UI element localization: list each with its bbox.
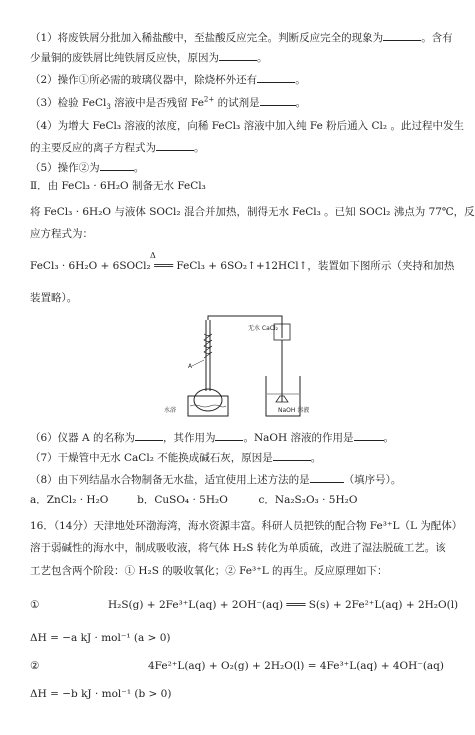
q7-line: （7）干燥管中无水 CaCl₂ 不能换成碱石灰，原因是 。 xyxy=(30,452,322,464)
intro-line-2: 应方程式为： xyxy=(30,228,93,240)
answer-blank[interactable] xyxy=(135,430,163,441)
option-a: a．ZnCl₂ · H₂O xyxy=(30,494,109,506)
reaction-1-number: ① xyxy=(30,599,40,611)
label-a: A xyxy=(188,363,193,370)
q16-line-1: 16．（14分）天津地处环渤海湾，海水资源丰富。科研人员把铁的配合物 Fe³⁺L（L 为配体） xyxy=(30,520,463,532)
reaction-equation: FeCl₃ · 6H₂O + 6SOCl₂ ═══ FeCl₃ + 6SO₂↑+12HCl↑，装置如下图所示（夹持和加热 xyxy=(30,260,455,272)
q3-line: （3）检验 FeCl$_3$ 溶液中是否残留 $Fe^{2+}$ 的试剂是 。 xyxy=(30,95,307,112)
answer-blank[interactable] xyxy=(354,430,384,441)
answer-blank[interactable] xyxy=(215,430,243,441)
answer-blank[interactable] xyxy=(219,50,257,61)
q5-line: （5）操作②为 。 xyxy=(30,162,145,174)
heat-symbol: Δ xyxy=(150,251,156,260)
answer-blank[interactable] xyxy=(273,450,311,461)
option-b: b．CuSO₄ · 5H₂O xyxy=(137,494,228,506)
q16-line-2: 溶于弱碱性的海水中，制成吸收液，将气体 H₂S 转化为单质硫，改进了湿法脱硫工艺。该 xyxy=(30,542,446,554)
q4-line: （4）为增大 FeCl₃ 溶液的浓度，向稀 FeCl₃ 溶液中加入纯 Fe 粉后通入 Cl₂ 。此过程中发生 xyxy=(30,120,464,132)
apparatus-figure xyxy=(164,316,320,420)
q8-line: （8）由下列结晶水合物制备无水盐，适宜使用上述方法的是 （填序号）。 xyxy=(30,474,402,486)
label-cacl2: 无水 CaCl₂ xyxy=(248,325,279,332)
intro-line-3: 装置略）。 xyxy=(30,292,78,304)
answer-blank[interactable] xyxy=(100,160,134,171)
flask xyxy=(194,389,222,411)
intro-line-1: 将 FeCl₃ · 6H₂O 与液体 SOCl₂ 混合并加热，制得无水 FeCl₃ 。已知 SOCl₂ 沸点为 77℃，反 xyxy=(30,206,475,218)
reaction-2-enthalpy: ΔH = −b kJ · mol⁻¹ (b > 0) xyxy=(30,688,172,700)
label-naoh: NaOH 溶液 xyxy=(278,407,310,414)
section-ii-heading: Ⅱ．由 FeCl₃ · 6H₂O 制备无水 FeCl₃ xyxy=(30,180,206,192)
q2-line: （2）操作①所必需的玻璃仪器中，除烧杯外还有 。 xyxy=(30,74,306,86)
reaction-1-enthalpy: ΔH = −a kJ · mol⁻¹ (a > 0) xyxy=(30,632,171,644)
answer-blank[interactable] xyxy=(383,30,421,41)
option-c: c．Na₂S₂O₃ · 5H₂O xyxy=(258,494,358,506)
answer-blank[interactable] xyxy=(260,95,296,106)
condenser-coil xyxy=(204,334,212,358)
answer-blank[interactable] xyxy=(156,140,194,151)
q4-line-2: 的主要反应的离子方程式为 。 xyxy=(30,142,205,154)
answer-blank[interactable] xyxy=(310,472,344,483)
q6-line: （6）仪器 A 的名称为 ，其作用为 。NaOH 溶液的作用是 。 xyxy=(30,432,395,444)
reaction-2-number: ② xyxy=(30,660,40,672)
q1-line-2: 少量铜的废铁屑比纯铁屑反应快，原因为 。 xyxy=(30,52,268,64)
reaction-1: H₂S(g) + 2Fe³⁺L(aq) + 2OH⁻(aq) ═══ S(s) + 2Fe²⁺L(aq) + 2H₂O(l) xyxy=(108,599,459,611)
q16-line-3: 工艺包含两个阶段：① H₂S 的吸收氧化；② Fe³⁺L 的再生。反应原理如下： xyxy=(30,565,388,577)
answer-blank[interactable] xyxy=(257,72,295,83)
label-water-bath: 水浴 xyxy=(164,407,177,414)
q1-line: （1）将废铁屑分批加入稀盐酸中，至盐酸反应完全。判断反应完全的现象为 。含有 xyxy=(30,32,453,44)
reaction-2: 4Fe²⁺L(aq) + O₂(g) + 2H₂O(l) = 4Fe³⁺L(aq) + 4OH⁻(aq) xyxy=(148,660,444,672)
q8-options xyxy=(30,494,357,507)
